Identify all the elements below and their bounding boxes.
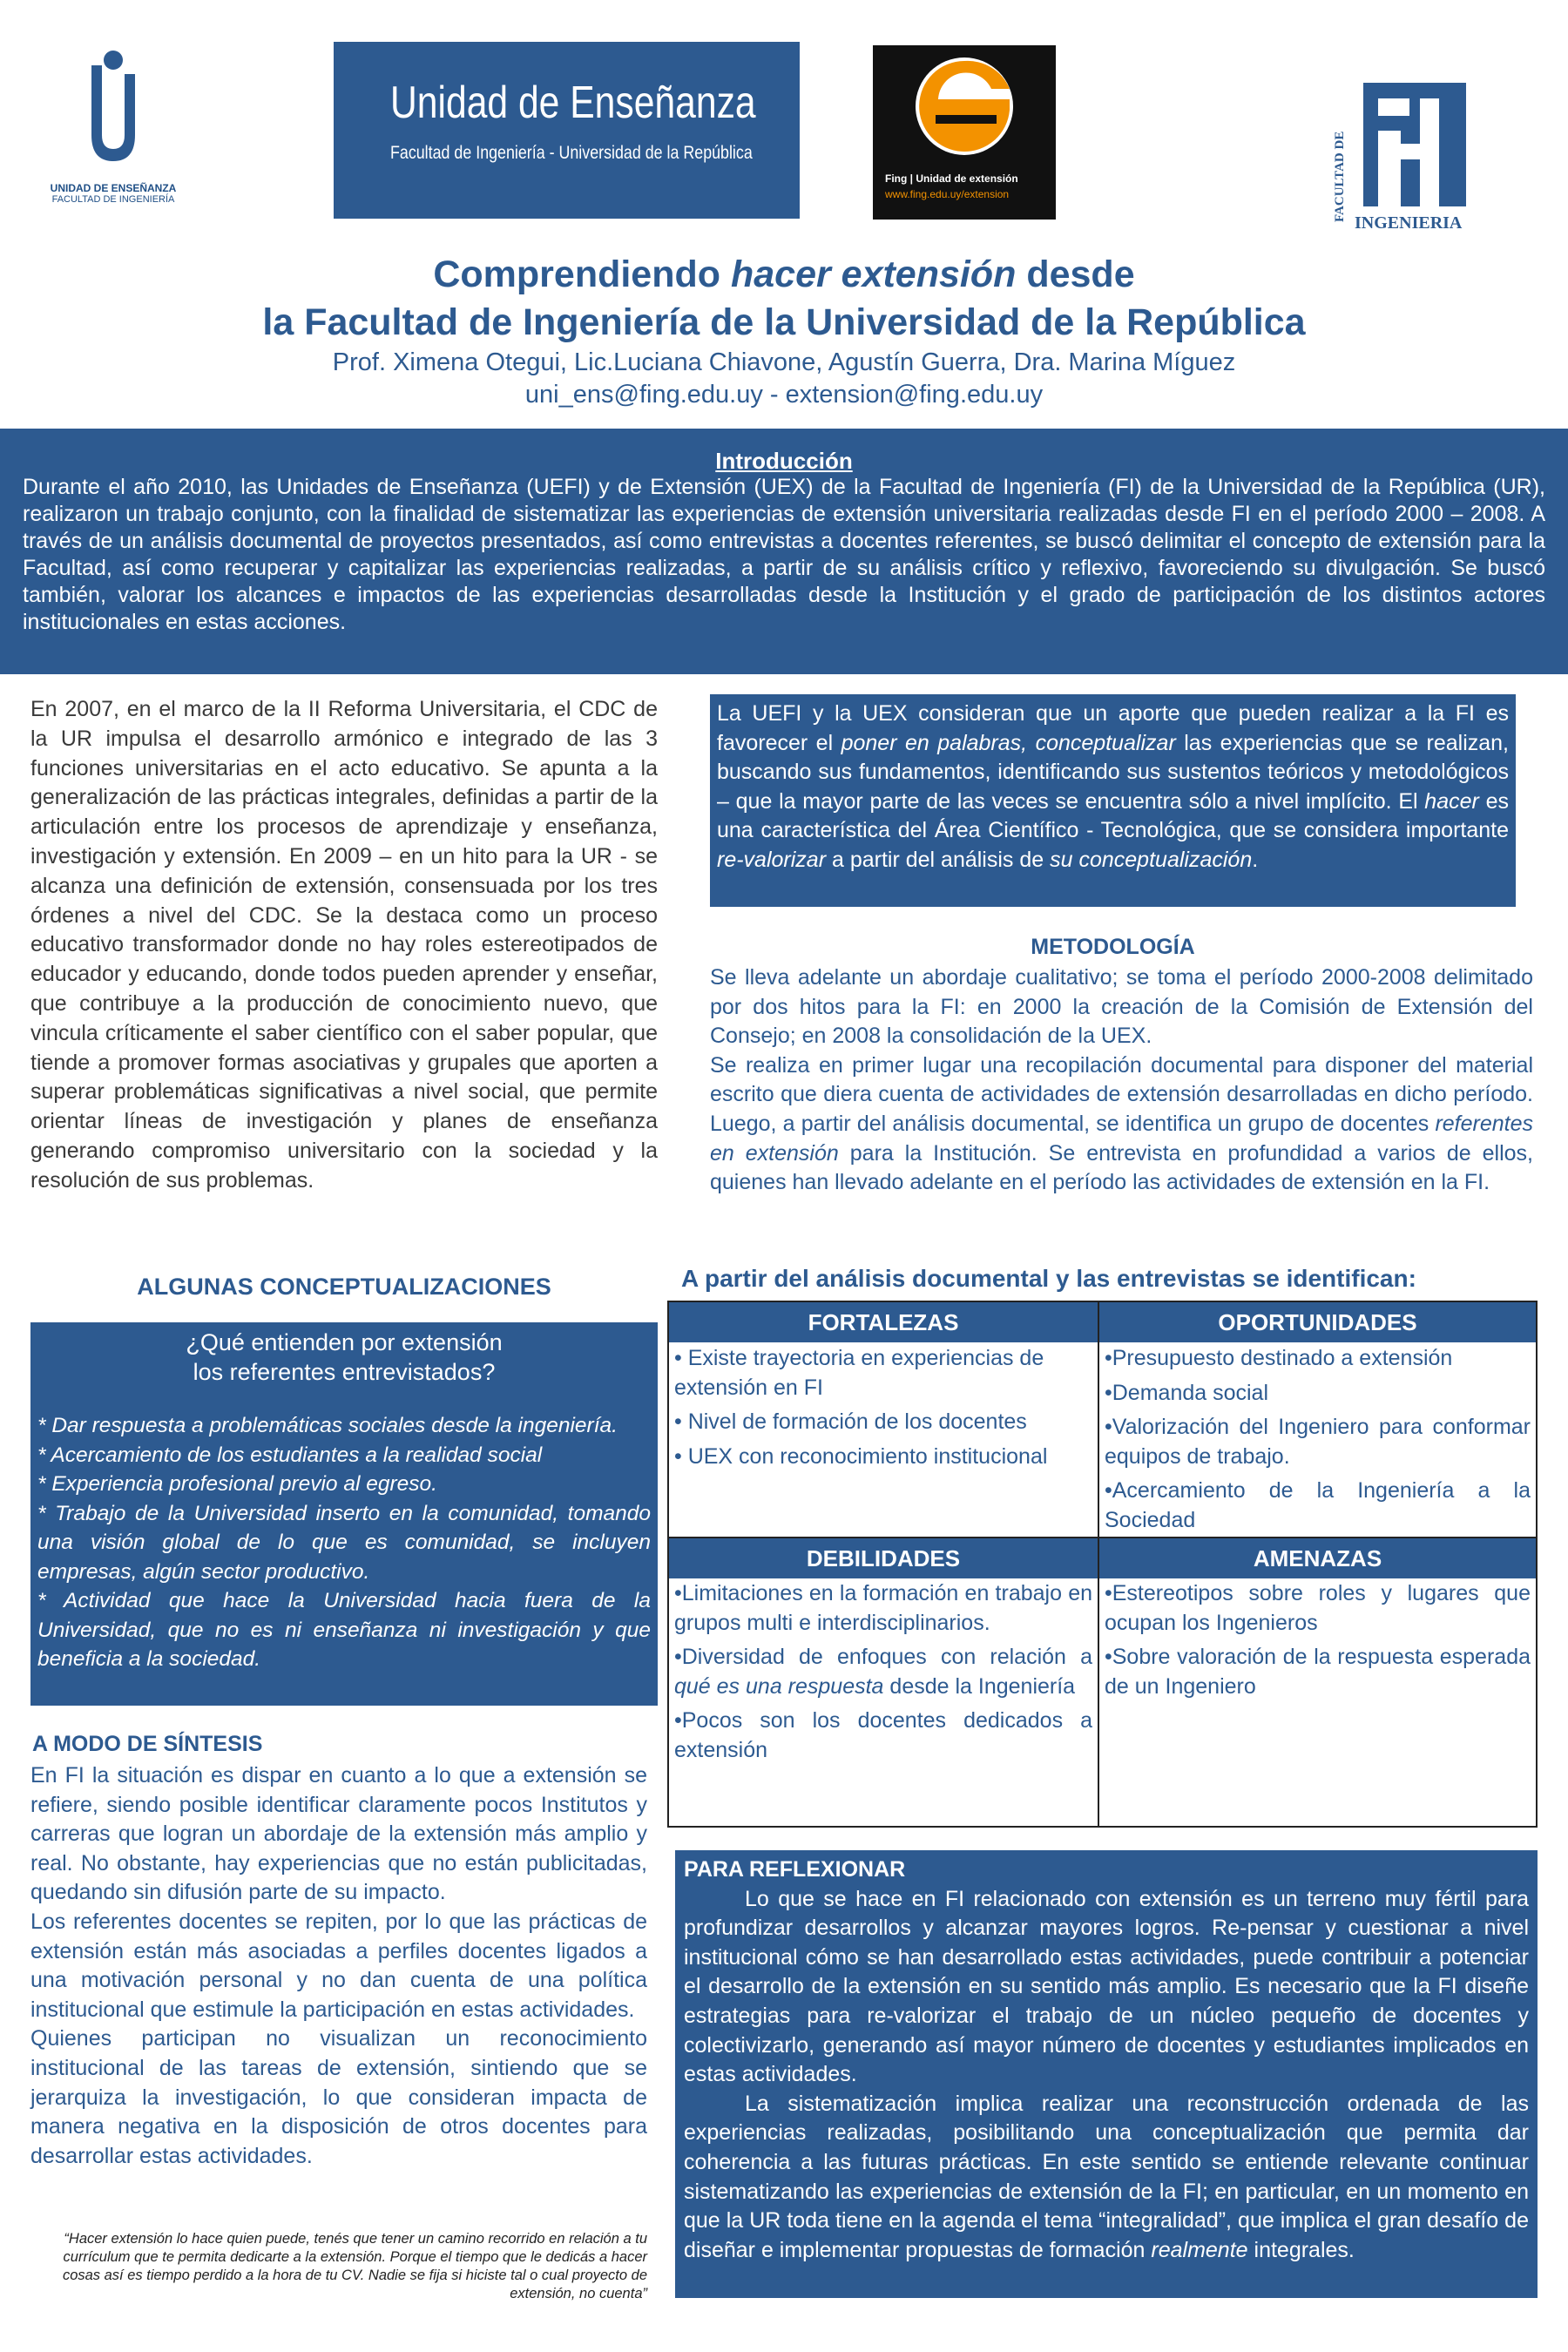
uefi-italic: poner en palabras, conceptualizar — [841, 730, 1176, 755]
debilidad-text: •Diversidad de enfoques con relación a — [674, 1645, 1092, 1670]
uefi-uex-box — [710, 694, 1516, 907]
title-line1-end: desde — [1016, 253, 1135, 295]
oportunidad-item: •Acercamiento de la Ingeniería a la Sociedad — [1105, 1478, 1531, 1532]
debilidades-cell — [669, 1579, 1098, 1771]
title-line1 — [0, 251, 1568, 299]
debilidad-italic: qué es una respuesta — [674, 1673, 884, 1699]
uefi-text: La UEFI y la UEX consideran que un aporte que pueden realizar a la FI es favorecer el — [717, 701, 1509, 755]
reflexionar-paragraph: Lo que se hace en FI relacionado con extensión es un terreno muy fértil para profundizar desarrollos y alcanzar mayores logros. Re-pensar y cuestionar a nivel institucional cómo se han desarrollado estas actividades, puede contribuir a potenciar el desarrollo de la extensión en su sentido más amplio. Es necesario que la FI diseñe estrategias para re-valorizar el trabajo de un núcleo pequeño de docentes y colectivizarlo, generando así mayor número de docentes y estudiantes implicados en estas actividades. — [684, 1886, 1529, 2087]
uefi-text: es una característica del Área Científico - Tecnológica, que se considera importante — [717, 788, 1509, 843]
reflexionar-paragraph — [684, 2090, 1529, 2266]
introduction-heading: Introducción — [715, 448, 853, 474]
oportunidades-cell — [1099, 1344, 1536, 1541]
reflexionar-heading: PARA REFLEXIONAR — [684, 1857, 906, 1882]
sintesis-paragraph: Los referentes docentes se repiten, por lo que las prácticas de extensión están más asociadas a perfiles docentes ligados a una motivación personal y no dan cuenta de una política institucional que estimule la participación en estas actividades. — [30, 1909, 647, 2022]
debilidad-item — [674, 1643, 1092, 1701]
uefi-italic: su conceptualización — [1050, 847, 1253, 872]
foda-divider-vertical — [1098, 1302, 1099, 1826]
unidad-ensenanza-logo — [44, 48, 183, 222]
reflexionar-text: integrales. — [1247, 2237, 1355, 2262]
sintesis-body — [30, 1761, 647, 2171]
sintesis-paragraph: Quienes participan no visualizan un reconocimiento institucional de las tareas de extensión, sintiendo que se jerarquiza la investigación, lo que consideran impacta de manera negativa en la disposición de otros docentes para desarrollar estas actividades. — [30, 2026, 647, 2168]
metodologia-paragraph: Se lleva adelante un abordaje cualitativo; se toma el período 2000-2008 delimitado por dos hitos para la FI: en 2000 la creación de la Comisión de Extensión del Consejo; en 2008 la consolidación de la UEX. — [710, 965, 1533, 1049]
ue-logo-line2: FACULTAD DE INGENIERÍA — [51, 194, 175, 205]
concept-item: * Acercamiento de los estudiantes a la realidad social — [37, 1443, 543, 1467]
uefi-text: las experiencias que se realizan, buscando sus fundamentos, identificando sus sustentos teóricos y metodológicos – que la mayor parte de las veces se encuentra sólo a nivel implícito. El — [717, 730, 1510, 814]
interview-quote: “Hacer extensión lo hace quien puede, tenés que tener un camino recorrido en relación a tu currículum que te permita dedicarte a la extensión. Porque el tiempo que le dedicás a hacer cosas así es tiempo perdido a la hora de tu CV. Nadie se fija si hiciste tal o cual proyecto de extensión, no cuenta” — [62, 2231, 647, 2301]
oportunidades-header: OPORTUNIDADES — [1099, 1302, 1536, 1342]
amenaza-item: •Estereotipos sobre roles y lugares que ocupan los Ingenieros — [1105, 1581, 1531, 1635]
sintesis-paragraph: En FI la situación es dispar en cuanto a lo que a extensión se refiere, siendo posible identificar claramente pocos Institutos y carreras que logran un abordaje de la extensión más amplio y real. No obstante, hay experiencias que no están publicitadas, quedando sin difusión parte de su impacto. — [30, 1763, 647, 1905]
fortaleza-item: • UEX con reconocimiento institucional — [674, 1443, 1048, 1469]
facultad-ingenieria-logo — [1333, 83, 1472, 244]
metodologia-heading: METODOLOGÍA — [1031, 935, 1195, 959]
fing-line2: www.fing.edu.uy/extension — [885, 188, 1010, 200]
reforma-paragraph: En 2007, en el marco de la II Reforma Universitaria, el CDC de la UR impulsa el desarrollo armónico e integrado de las 3 funciones universitarias en el acto educativo. Se apunta a la generalización de las prácticas integrales, definidas a partir de la articulación entre los procesos de aprendizaje y enseñanza, investigación y extensión. En 2009 – en un hito para la UR - se alcanza una definición de extensión, consensuada por los tres órdenes a nivel del CDC. Se la destaca como un proceso educativo transformador donde no hay roles estereotipados de educador y educando, donde todos pueden aprender y enseñar, que contribuye a la producción de conocimiento nuevo, que vincula críticamente el saber científico con el saber popular, que tiende a promover formas asociativas y grupales que aporten a superar problemáticas significativas a nivel social, que permite orientar líneas de investigación y planes de enseñanza generando compromiso universitario con la sociedad y la resolución de sus problemas. — [30, 697, 658, 1193]
fing-line1: Fing | Unidad de extensión — [885, 172, 1018, 185]
conceptualizaciones-box — [30, 1322, 658, 1706]
debilidad-item: •Limitaciones en la formación en trabajo en grupos multi e interdisciplinarios. — [674, 1581, 1092, 1635]
concept-item: * Actividad que hace la Universidad hacia fuera de la Universidad, que no es ni enseñanza ni investigación y que beneficia a la sociedad. — [37, 1589, 651, 1671]
uefi-italic: hacer — [1424, 788, 1479, 814]
fing-extension-logo — [873, 45, 1056, 220]
ue-logo-line1: UNIDAD DE ENSEÑANZA — [50, 182, 177, 194]
concept-item: * Dar respuesta a problemáticas sociales desde la ingeniería. — [37, 1414, 618, 1437]
question-line2: los referentes entrevistados? — [193, 1359, 496, 1385]
oportunidad-item: •Presupuesto destinado a extensión — [1105, 1346, 1453, 1370]
banner-title: Unidad de Enseñanza — [390, 78, 756, 128]
fortalezas-header: FORTALEZAS — [669, 1302, 1098, 1342]
metodologia-paragraph — [710, 1051, 1533, 1198]
concept-item: * Trabajo de la Universidad inserto en la comunidad, tomando una visión global de lo que es comunidad, se incluyen empresas, algún sector productivo. — [37, 1501, 651, 1584]
metodologia-italic: referentes en extensión — [710, 1111, 1533, 1166]
title-line1-start: Comprendiendo — [433, 253, 731, 295]
amenaza-item: •Sobre valoración de la respuesta esperada de un Ingeniero — [1105, 1645, 1531, 1699]
title-line1-italic: hacer extensión — [730, 253, 1017, 295]
uefi-italic: re-valorizar — [717, 847, 827, 872]
fortaleza-item: • Nivel de formación de los docentes — [674, 1409, 1027, 1435]
title-line2: la Facultad de Ingeniería de la Universidad de la República — [262, 301, 1306, 343]
amenazas-header: AMENAZAS — [1099, 1538, 1536, 1578]
question-line1: ¿Qué entienden por extensión — [186, 1329, 503, 1355]
oportunidad-item: •Valorización del Ingeniero para conformar equipos de trabajo. — [1105, 1415, 1531, 1469]
emails: uni_ens@fing.edu.uy - extension@fing.edu.uy — [524, 381, 1044, 409]
oportunidad-item: •Demanda social — [1105, 1380, 1269, 1405]
conceptualizaciones-heading: ALGUNAS CONCEPTUALIZACIONES — [137, 1274, 551, 1300]
para-reflexionar-box — [675, 1850, 1538, 2298]
concept-item: * Experiencia profesional previo al egreso. — [37, 1472, 437, 1496]
reflexionar-text: La sistematización implica realizar una reconstrucción ordenada de las experiencias realizadas, posibilitando una conceptualización que permita dar coherencia a las futuras prácticas. En este sentido se entiende relevante continuar sistematizando las experiencias de extensión de la FI; en particular, en un momento en que la UR toda tiene en la agenda el tema “integralidad”, que implica el gran desafío de diseñar e implementar propuestas de formación — [684, 2091, 1529, 2262]
poster-title-block — [0, 251, 1568, 411]
fi-logo-text1: FACULTAD DE — [1333, 131, 1347, 222]
uefi-text: a partir del análisis de — [826, 847, 1051, 872]
metodologia-text: para la Institución. Se entrevista en profundidad a varios de ellos, quienes han llevado adelante en el período las actividades de extensión en la FI. — [710, 1140, 1533, 1195]
banner-subtitle: Facultad de Ingeniería - Universidad de la República — [390, 143, 753, 163]
amenazas-cell — [1099, 1579, 1536, 1707]
foda-table — [667, 1301, 1538, 1828]
authors: Prof. Ximena Otegui, Lic.Luciana Chiavone, Agustín Guerra, Dra. Marina Míguez — [332, 348, 1236, 376]
debilidad-text: desde la Ingeniería — [883, 1673, 1076, 1699]
extension-e-icon — [873, 45, 1056, 167]
debilidades-header: DEBILIDADES — [669, 1538, 1098, 1578]
introduction-body: Durante el año 2010, las Unidades de Enseñanza (UEFI) y de Extensión (UEX) de la Facultad de Ingeniería (FI) de la Universidad de la República (UR), realizaron un trabajo conjunto, con la finalidad de sistematizar las experiencias de extensión universitaria realizadas desde FI en el período 2000 – 2008. A través de un análisis documental de proyectos presentados, así como entrevistas a docentes referentes, se buscó delimitar el concepto de extensión para la Facultad, así como recuperar y capitalizar las experiencias realizadas, a partir de su análisis crítico y reflexivo, favoreciendo su divulgación. Se buscó también, valorar los alcances e impactos de las experiencias desarrolladas desde la Institución y el grado de participación de los distintos actores institucionales en estas acciones. — [23, 475, 1545, 634]
metodologia-body — [710, 963, 1533, 1198]
debilidad-item: •Pocos son los docentes dedicados a extensión — [674, 1708, 1092, 1762]
fortalezas-cell — [669, 1344, 1098, 1477]
reflexionar-italic: realmente — [1151, 2237, 1248, 2262]
fortaleza-item: • Existe trayectoria en experiencias de extensión en FI — [674, 1346, 1044, 1400]
uefi-text: . — [1252, 847, 1259, 872]
sintesis-heading: A MODO DE SÍNTESIS — [32, 1732, 263, 1756]
ue-mark-icon — [74, 48, 152, 179]
metodologia-text: Se realiza en primer lugar una recopilación documental para disponer del material escrito que diera cuenta de actividades de extensión desarrolladas en dicho período. Luego, a partir del análisis documental, se identifica un grupo de docentes — [710, 1052, 1533, 1136]
foda-heading: A partir del análisis documental y las entrevistas se identifican: — [681, 1265, 1416, 1292]
fi-logo-text2: INGENIERIA — [1355, 213, 1463, 233]
introduction-box — [0, 429, 1568, 674]
unidad-ensenanza-banner — [334, 42, 800, 219]
